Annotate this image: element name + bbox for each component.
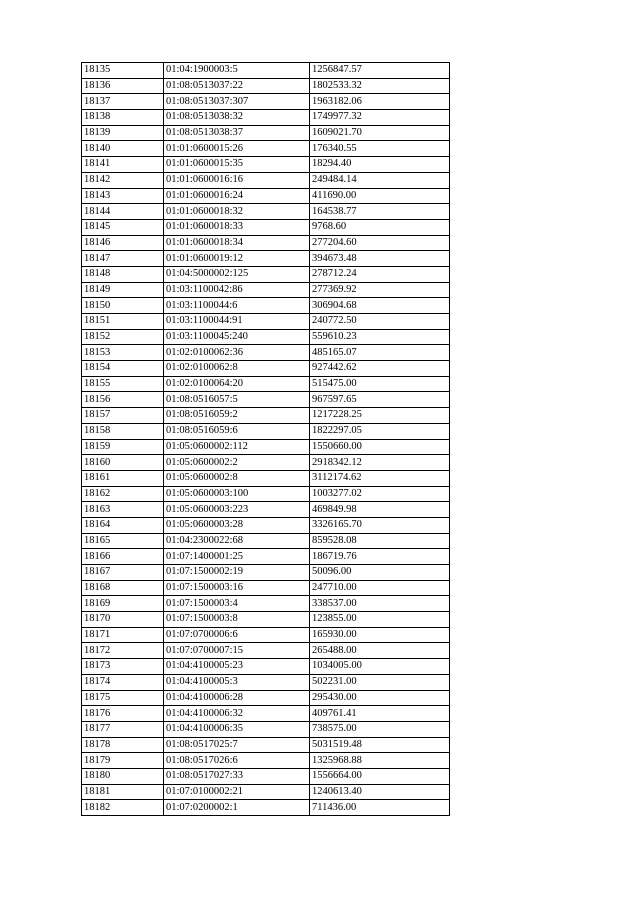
cadastral-code-cell: 01:04:4100006:35 [164,721,310,737]
table-row [82,470,450,486]
table-row [82,376,450,392]
amount-cell: 247710.00 [310,580,450,596]
table-row [82,235,450,251]
cadastral-code-cell: 01:04:5000002:125 [164,266,310,282]
amount-cell: 859528.08 [310,533,450,549]
cadastral-code-cell: 01:03:1100045:240 [164,329,310,345]
row-id-cell: 18158 [82,423,164,439]
row-id-cell: 18179 [82,753,164,769]
amount-cell: 394673.48 [310,251,450,267]
row-id-cell: 18150 [82,298,164,314]
row-id-cell: 18171 [82,627,164,643]
row-id-cell: 18155 [82,376,164,392]
row-id-cell: 18146 [82,235,164,251]
cadastral-code-cell: 01:08:0517027:33 [164,768,310,784]
amount-cell: 186719.76 [310,549,450,565]
table-row [82,502,450,518]
amount-cell: 1240613.40 [310,784,450,800]
table-row [82,690,450,706]
amount-cell: 249484.14 [310,172,450,188]
amount-cell: 711436.00 [310,800,450,816]
row-id-cell: 18160 [82,455,164,471]
cadastral-code-cell: 01:07:0200002:1 [164,800,310,816]
table-row [82,329,450,345]
row-id-cell: 18144 [82,204,164,220]
row-id-cell: 18164 [82,517,164,533]
table-row [82,282,450,298]
cadastral-code-cell: 01:08:0516057:5 [164,392,310,408]
amount-cell: 502231.00 [310,674,450,690]
cadastral-code-cell: 01:01:0600015:26 [164,141,310,157]
amount-cell: 1963182.06 [310,94,450,110]
table-row [82,627,450,643]
table-row [82,204,450,220]
cadastral-code-cell: 01:07:1500003:4 [164,596,310,612]
cadastral-code-cell: 01:05:0600003:100 [164,486,310,502]
table-row [82,251,450,267]
amount-cell: 50096.00 [310,565,450,581]
table-row [82,298,450,314]
amount-cell: 738575.00 [310,721,450,737]
row-id-cell: 18175 [82,690,164,706]
amount-cell: 3112174.62 [310,470,450,486]
row-id-cell: 18145 [82,219,164,235]
table-row [82,659,450,675]
table-row [82,784,450,800]
cadastral-code-cell: 01:04:4100005:23 [164,659,310,675]
amount-cell: 18294.40 [310,157,450,173]
cadastral-code-cell: 01:02:0100062:36 [164,345,310,361]
table-row [82,188,450,204]
row-id-cell: 18143 [82,188,164,204]
table-row [82,439,450,455]
cadastral-code-cell: 01:04:4100006:32 [164,706,310,722]
table-row [82,110,450,126]
amount-cell: 967597.65 [310,392,450,408]
row-id-cell: 18147 [82,251,164,267]
table-row [82,486,450,502]
amount-cell: 1822297.05 [310,423,450,439]
amount-cell: 1556664.00 [310,768,450,784]
cadastral-code-cell: 01:08:0517025:7 [164,737,310,753]
cadastral-code-cell: 01:03:1100044:6 [164,298,310,314]
row-id-cell: 18154 [82,361,164,377]
amount-cell: 411690.00 [310,188,450,204]
cadastral-code-cell: 01:08:0516059:6 [164,423,310,439]
table-row [82,643,450,659]
row-id-cell: 18181 [82,784,164,800]
table-row [82,737,450,753]
row-id-cell: 18172 [82,643,164,659]
row-id-cell: 18177 [82,721,164,737]
cadastral-code-cell: 01:05:0600002:2 [164,455,310,471]
row-id-cell: 18178 [82,737,164,753]
cadastral-code-cell: 01:01:0600019:12 [164,251,310,267]
amount-cell: 278712.24 [310,266,450,282]
row-id-cell: 18180 [82,768,164,784]
amount-cell: 1550660.00 [310,439,450,455]
amount-cell: 306904.68 [310,298,450,314]
amount-cell: 515475.00 [310,376,450,392]
table-row [82,408,450,424]
amount-cell: 1325968.88 [310,753,450,769]
amount-cell: 164538.77 [310,204,450,220]
cadastral-code-cell: 01:04:4100005:3 [164,674,310,690]
row-id-cell: 18135 [82,63,164,79]
amount-cell: 265488.00 [310,643,450,659]
row-id-cell: 18165 [82,533,164,549]
amount-cell: 559610.23 [310,329,450,345]
row-id-cell: 18176 [82,706,164,722]
amount-cell: 409761.41 [310,706,450,722]
cadastral-code-cell: 01:01:0600016:16 [164,172,310,188]
table-row [82,768,450,784]
amount-cell: 240772.50 [310,314,450,330]
cadastral-code-cell: 01:05:0600003:28 [164,517,310,533]
row-id-cell: 18149 [82,282,164,298]
table-row [82,533,450,549]
amount-cell: 1003277.02 [310,486,450,502]
cadastral-code-cell: 01:05:0600002:112 [164,439,310,455]
cadastral-code-cell: 01:07:1500002:19 [164,565,310,581]
cadastral-code-cell: 01:01:0600018:33 [164,219,310,235]
table-row [82,345,450,361]
row-id-cell: 18137 [82,94,164,110]
row-id-cell: 18148 [82,266,164,282]
row-id-cell: 18163 [82,502,164,518]
table-row [82,549,450,565]
row-id-cell: 18142 [82,172,164,188]
row-id-cell: 18182 [82,800,164,816]
amount-cell: 5031519.48 [310,737,450,753]
table-row [82,455,450,471]
row-id-cell: 18156 [82,392,164,408]
row-id-cell: 18151 [82,314,164,330]
row-id-cell: 18174 [82,674,164,690]
row-id-cell: 18138 [82,110,164,126]
table-row [82,314,450,330]
table-row [82,423,450,439]
cadastral-code-cell: 01:04:1900003:5 [164,63,310,79]
amount-cell: 1256847.57 [310,63,450,79]
amount-cell: 338537.00 [310,596,450,612]
table-row [82,596,450,612]
row-id-cell: 18157 [82,408,164,424]
cadastral-code-cell: 01:05:0600003:223 [164,502,310,518]
row-id-cell: 18140 [82,141,164,157]
row-id-cell: 18168 [82,580,164,596]
cadastral-code-cell: 01:07:1400001:25 [164,549,310,565]
amount-cell: 1749977.32 [310,110,450,126]
table-row [82,125,450,141]
amount-cell: 3326165.70 [310,517,450,533]
cadastral-code-cell: 01:02:0100064:20 [164,376,310,392]
cadastral-code-cell: 01:01:0600018:32 [164,204,310,220]
table-row [82,172,450,188]
row-id-cell: 18136 [82,78,164,94]
amount-cell: 485165.07 [310,345,450,361]
table-row [82,141,450,157]
cadastral-code-cell: 01:08:0516059:2 [164,408,310,424]
cadastral-code-cell: 01:08:0517026:6 [164,753,310,769]
table-row [82,392,450,408]
cadastral-code-cell: 01:03:1100042:86 [164,282,310,298]
row-id-cell: 18169 [82,596,164,612]
cadastral-code-cell: 01:08:0513037:22 [164,78,310,94]
table-row [82,674,450,690]
row-id-cell: 18159 [82,439,164,455]
cadastral-code-cell: 01:02:0100062:8 [164,361,310,377]
amount-cell: 165930.00 [310,627,450,643]
cadastral-code-cell: 01:07:1500003:8 [164,612,310,628]
cadastral-code-cell: 01:07:1500003:16 [164,580,310,596]
table-row [82,94,450,110]
amount-cell: 927442.62 [310,361,450,377]
row-id-cell: 18170 [82,612,164,628]
cadastral-code-cell: 01:07:0100002:21 [164,784,310,800]
row-id-cell: 18162 [82,486,164,502]
amount-cell: 295430.00 [310,690,450,706]
table-row [82,706,450,722]
amount-cell: 277369.92 [310,282,450,298]
amount-cell: 1802533.32 [310,78,450,94]
cadastral-code-cell: 01:01:0600015:35 [164,157,310,173]
cadastral-code-cell: 01:08:0513037:307 [164,94,310,110]
row-id-cell: 18152 [82,329,164,345]
table-row [82,721,450,737]
table-row [82,63,450,79]
table-row [82,580,450,596]
cadastral-code-cell: 01:04:2300022:68 [164,533,310,549]
cadastral-code-cell: 01:08:0513038:37 [164,125,310,141]
cadastral-code-cell: 01:03:1100044:91 [164,314,310,330]
table-row [82,219,450,235]
cadastral-code-cell: 01:07:0700006:6 [164,627,310,643]
cadastral-code-cell: 01:08:0513038:32 [164,110,310,126]
row-id-cell: 18141 [82,157,164,173]
amount-cell: 1609021.70 [310,125,450,141]
row-id-cell: 18161 [82,470,164,486]
cadastral-code-cell: 01:04:4100006:28 [164,690,310,706]
amount-cell: 277204.60 [310,235,450,251]
amount-cell: 123855.00 [310,612,450,628]
table-row [82,800,450,816]
amount-cell: 9768.60 [310,219,450,235]
row-id-cell: 18167 [82,565,164,581]
table-row [82,266,450,282]
cadastral-code-cell: 01:05:0600002:8 [164,470,310,486]
cadastral-code-cell: 01:07:0700007:15 [164,643,310,659]
table-row [82,78,450,94]
cadastral-code-cell: 01:01:0600016:24 [164,188,310,204]
table-row [82,517,450,533]
amount-cell: 469849.98 [310,502,450,518]
table-row [82,612,450,628]
amount-cell: 176340.55 [310,141,450,157]
amount-cell: 2918342.12 [310,455,450,471]
row-id-cell: 18139 [82,125,164,141]
table-row [82,157,450,173]
table-row [82,565,450,581]
cadastral-code-cell: 01:01:0600018:34 [164,235,310,251]
row-id-cell: 18153 [82,345,164,361]
amount-cell: 1217228.25 [310,408,450,424]
data-table [81,62,450,816]
table-body [82,63,450,816]
row-id-cell: 18166 [82,549,164,565]
row-id-cell: 18173 [82,659,164,675]
amount-cell: 1034005.00 [310,659,450,675]
table-row [82,361,450,377]
table-row [82,753,450,769]
